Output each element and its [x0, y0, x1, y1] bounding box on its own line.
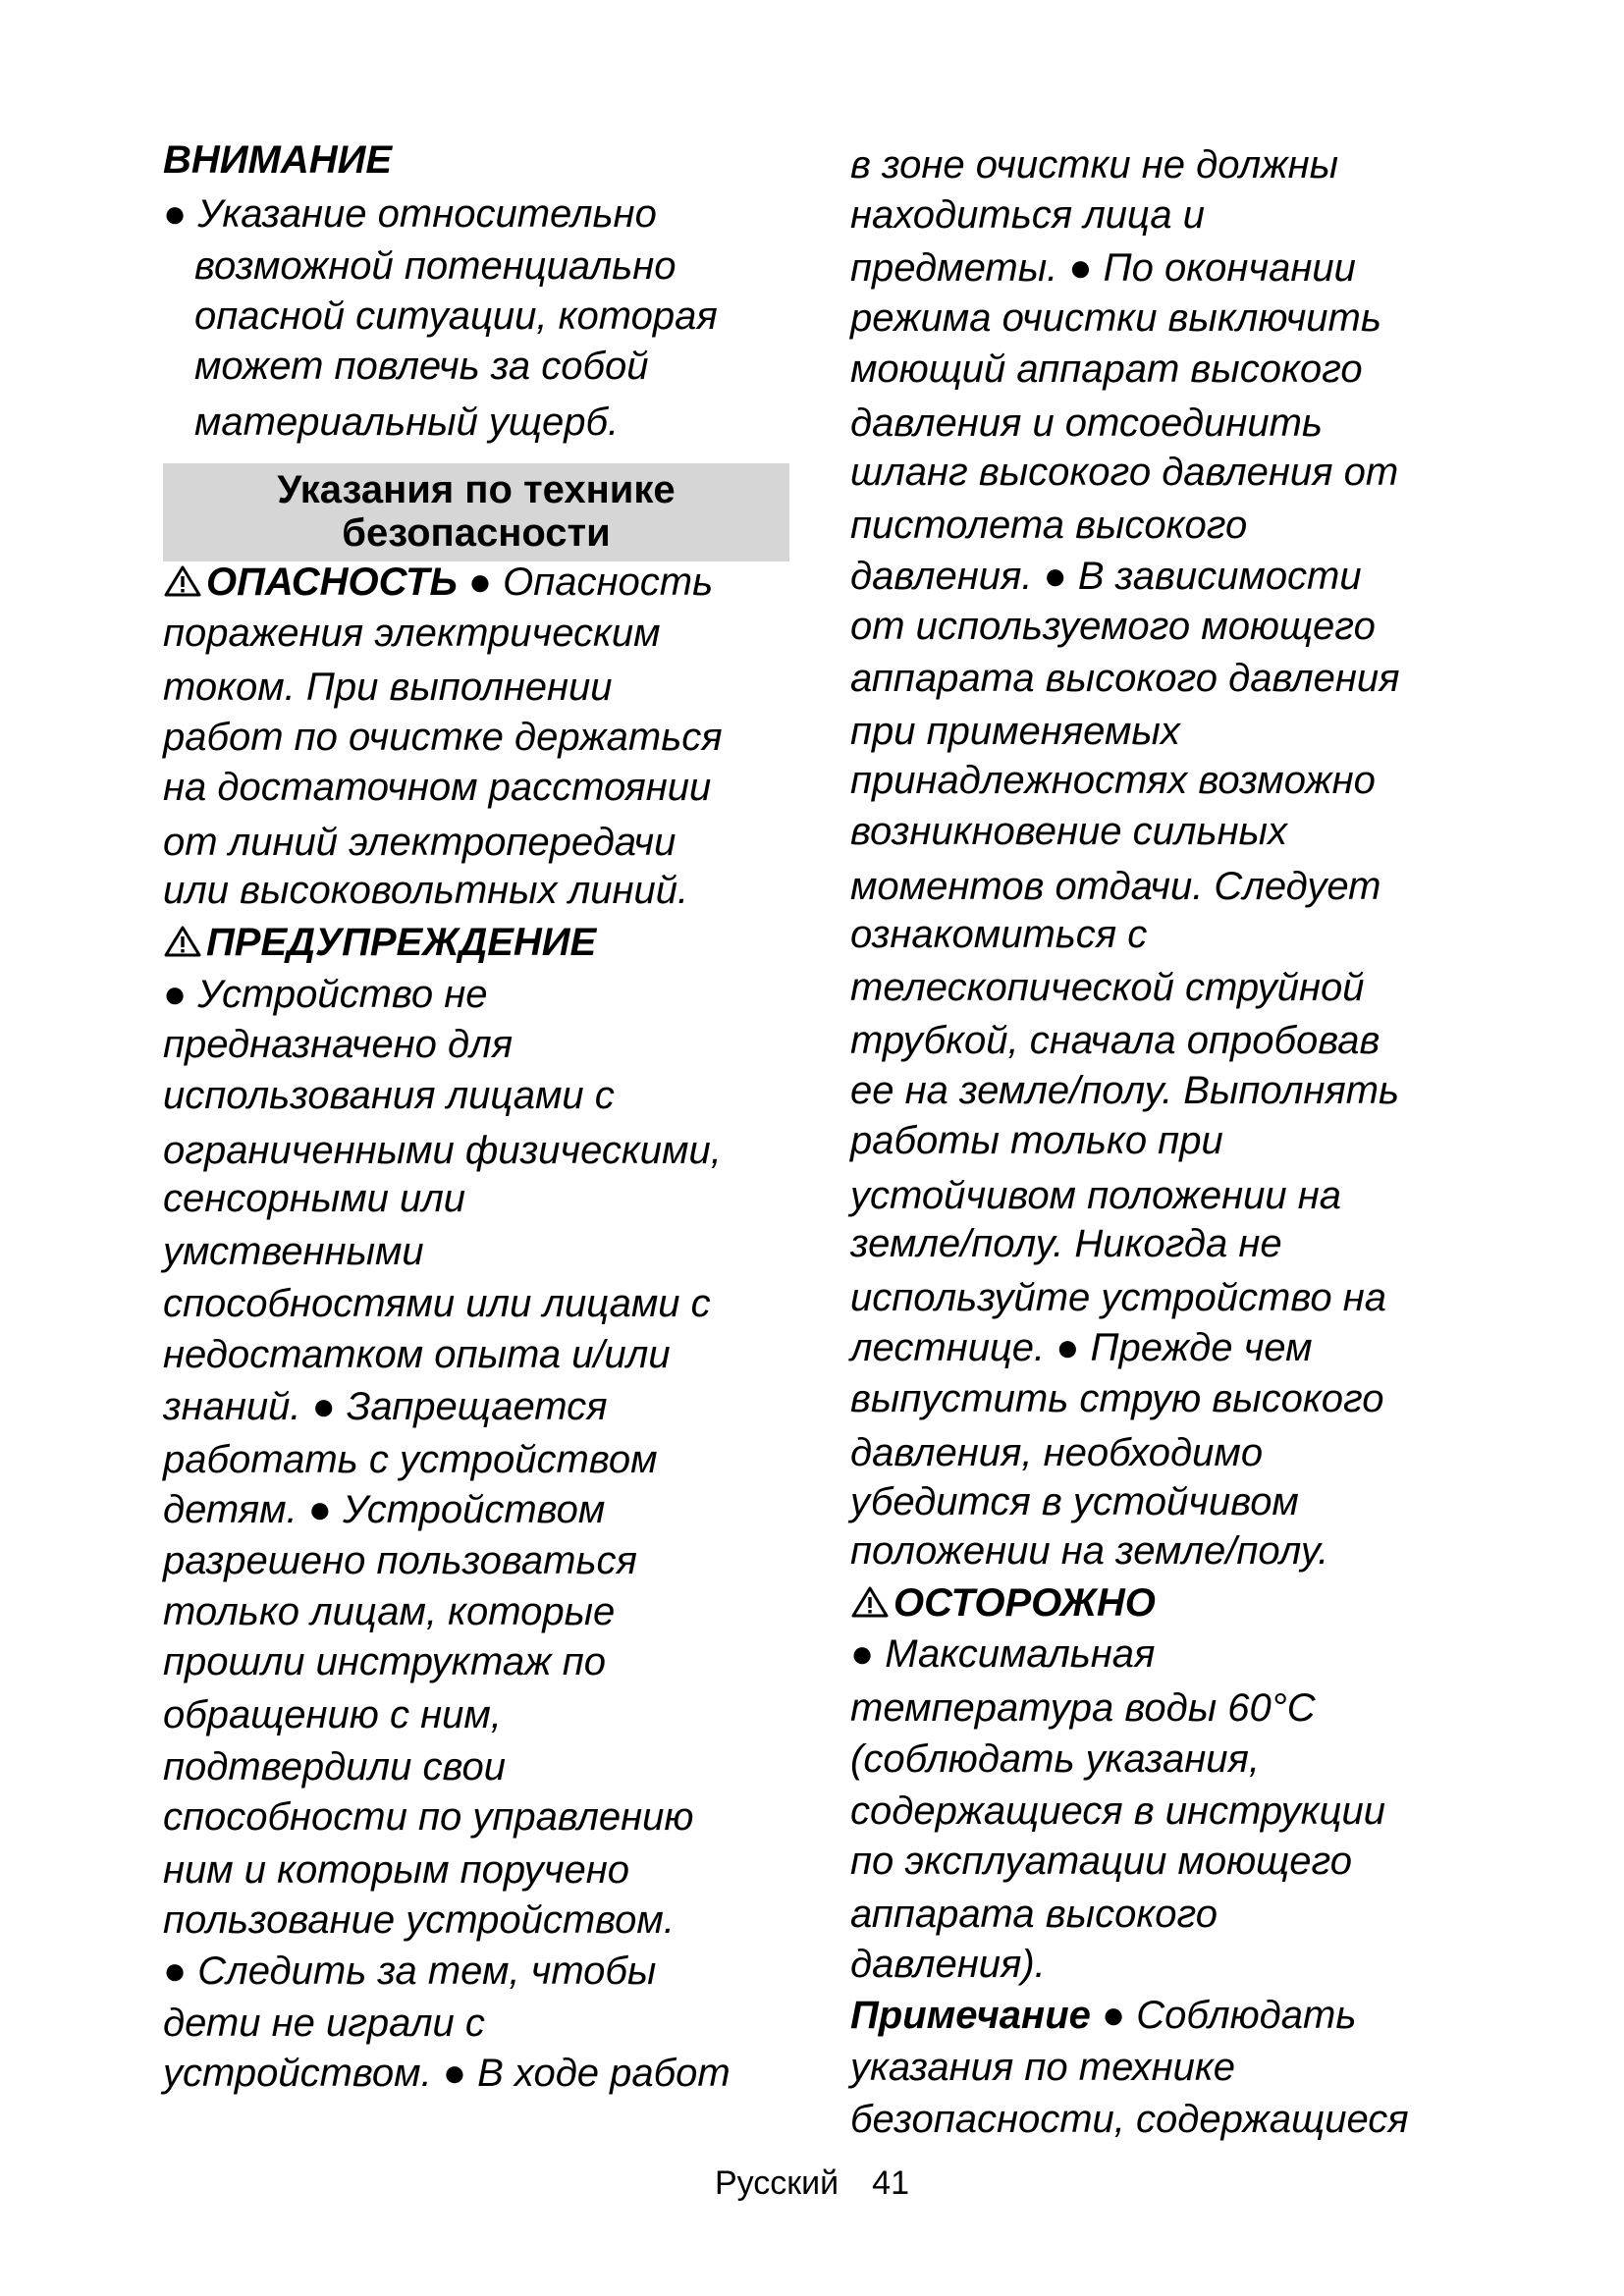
continued-line: выпустить струю высокого: [850, 1377, 1384, 1420]
note-heading: Примечание: [850, 1994, 1091, 2037]
danger-heading: ОПАСНОСТЬ: [206, 561, 458, 604]
footer-language: Русский: [715, 2164, 839, 2202]
warning-line: обращению с ним,: [163, 1693, 502, 1736]
caution-line: содержащиеся в инструкции: [850, 1789, 1386, 1833]
continued-line: ее на земле/полу. Выполнять: [850, 1069, 1400, 1112]
danger-text: ● Опасность: [457, 561, 714, 604]
warning-line: работать с устройством: [163, 1438, 658, 1481]
continued-line: пистолета высокого: [850, 504, 1248, 547]
page-number: 41: [872, 2164, 909, 2202]
danger-line: поражения электрическим: [163, 612, 661, 655]
warning-line: устройством. ● В ходе работ: [163, 2052, 731, 2095]
caution-line: ● Максимальная: [850, 1632, 1156, 1676]
continued-line: давления. ● В зависимости: [850, 555, 1362, 598]
warning-line: недостатком опыта и/или: [163, 1333, 671, 1376]
danger-line: током. При выполнении: [163, 666, 613, 709]
continued-line: лестнице. ● Прежде чем: [850, 1326, 1313, 1369]
warning-line: дети не играли с: [163, 2002, 485, 2045]
warning-line: использования лицами с: [163, 1074, 615, 1117]
continued-line: шланг высокого давления от: [850, 451, 1399, 494]
warning-line: ограниченными физическими,: [163, 1129, 722, 1172]
continued-line: аппарата высокого давления: [850, 657, 1400, 700]
warning-line: разрешено пользоваться: [163, 1539, 637, 1582]
continued-line: ознакомиться с: [850, 913, 1148, 956]
note-line: безопасности, содержащиеся: [850, 2098, 1409, 2141]
caution-line: по эксплуатации моющего: [850, 1840, 1352, 1883]
warning-line: прошли инструктаж по: [163, 1640, 607, 1683]
notice-line: опасной ситуации, которая: [194, 294, 718, 338]
warning-line: только лицам, которые: [163, 1590, 616, 1633]
note-first-line: [850, 1991, 1356, 2040]
warning-line: предназначено для: [163, 1023, 514, 1066]
warning-line: детям. ● Устройством: [163, 1488, 606, 1531]
continued-line: земле/полу. Никогда не: [850, 1222, 1282, 1265]
continued-line: моментов отдачи. Следует: [850, 865, 1381, 908]
continued-line: положении на земле/полу.: [850, 1529, 1329, 1573]
notice-heading: ВНИМАНИЕ: [163, 138, 393, 182]
danger-first-line: [163, 558, 713, 607]
warning-line: умственными: [163, 1230, 424, 1273]
caution-line: (соблюдать указания,: [850, 1737, 1261, 1781]
continued-line: убедится в устойчивом: [850, 1480, 1299, 1523]
warning-heading-line: [163, 918, 596, 967]
warning-line: знаний. ● Запрещается: [163, 1385, 608, 1428]
continued-line: предметы. ● По окончании: [850, 246, 1356, 290]
continued-line: устойчивом положении на: [850, 1174, 1342, 1217]
warning-line: способности по управлению: [163, 1795, 694, 1839]
section-title-box: [163, 463, 789, 561]
warning-line: ним и которым поручено: [163, 1848, 629, 1892]
continued-line: режима очистки выключить: [850, 296, 1381, 340]
danger-line: на достаточном расстоянии: [163, 766, 712, 809]
continued-line: принадлежностях возможно: [850, 759, 1376, 802]
warning-line: ● Следить за тем, чтобы: [163, 1949, 657, 1993]
warning-line: подтвердили свои: [163, 1745, 506, 1789]
continued-line: моющий аппарат высокого: [850, 347, 1363, 391]
warning-triangle-icon: [163, 925, 202, 958]
danger-line: или высоковольтных линий.: [163, 869, 689, 912]
caution-line: температура воды 60°C: [850, 1686, 1316, 1730]
note-line: указания по технике: [850, 2046, 1235, 2089]
continued-line: работы только при: [850, 1119, 1223, 1162]
continued-line: возникновение сильных: [850, 810, 1287, 853]
continued-line: используйте устройство на: [850, 1276, 1386, 1319]
continued-line: давления, необходимо: [850, 1431, 1264, 1474]
note-text: ● Соблюдать: [1090, 1994, 1357, 2037]
notice-line: ● Указание относительно: [163, 192, 657, 236]
continued-line: при применяемых: [850, 710, 1180, 753]
warning-triangle-icon: [850, 1585, 890, 1619]
notice-line: материальный ущерб.: [194, 400, 620, 444]
danger-line: работ по очистке держаться: [163, 716, 723, 759]
caution-heading: ОСТОРОЖНО: [893, 1581, 1156, 1625]
continued-line: от используемого моющего: [850, 605, 1376, 648]
danger-line: от линий электропередачи: [163, 821, 677, 864]
warning-line: сенсорными или: [163, 1177, 466, 1220]
continued-line: в зоне очистки не должны: [850, 143, 1339, 187]
warning-line: пользование устройством.: [163, 1898, 675, 1942]
continued-line: находиться лица и: [850, 193, 1205, 237]
continued-line: трубкой, сначала опробовав: [850, 1019, 1380, 1062]
notice-line: может повлечь за собой: [194, 345, 649, 388]
continued-line: телескопической струйной: [850, 966, 1365, 1009]
warning-line: способностями или лицами с: [163, 1282, 711, 1325]
caution-heading-line: [850, 1578, 1156, 1628]
warning-triangle-icon: [163, 564, 202, 598]
section-title-line: безопасности: [342, 511, 611, 555]
warning-heading: ПРЕДУПРЕЖДЕНИЕ: [206, 921, 597, 964]
notice-line: возможной потенциально: [194, 244, 677, 288]
caution-line: аппарата высокого: [850, 1893, 1218, 1936]
warning-line: ● Устройство не: [163, 973, 488, 1016]
caution-line: давления).: [850, 1943, 1046, 1986]
page-footer: [0, 2162, 1624, 2205]
continued-line: давления и отсоединить: [850, 401, 1323, 445]
section-title-line: Указания по технике: [277, 468, 676, 511]
